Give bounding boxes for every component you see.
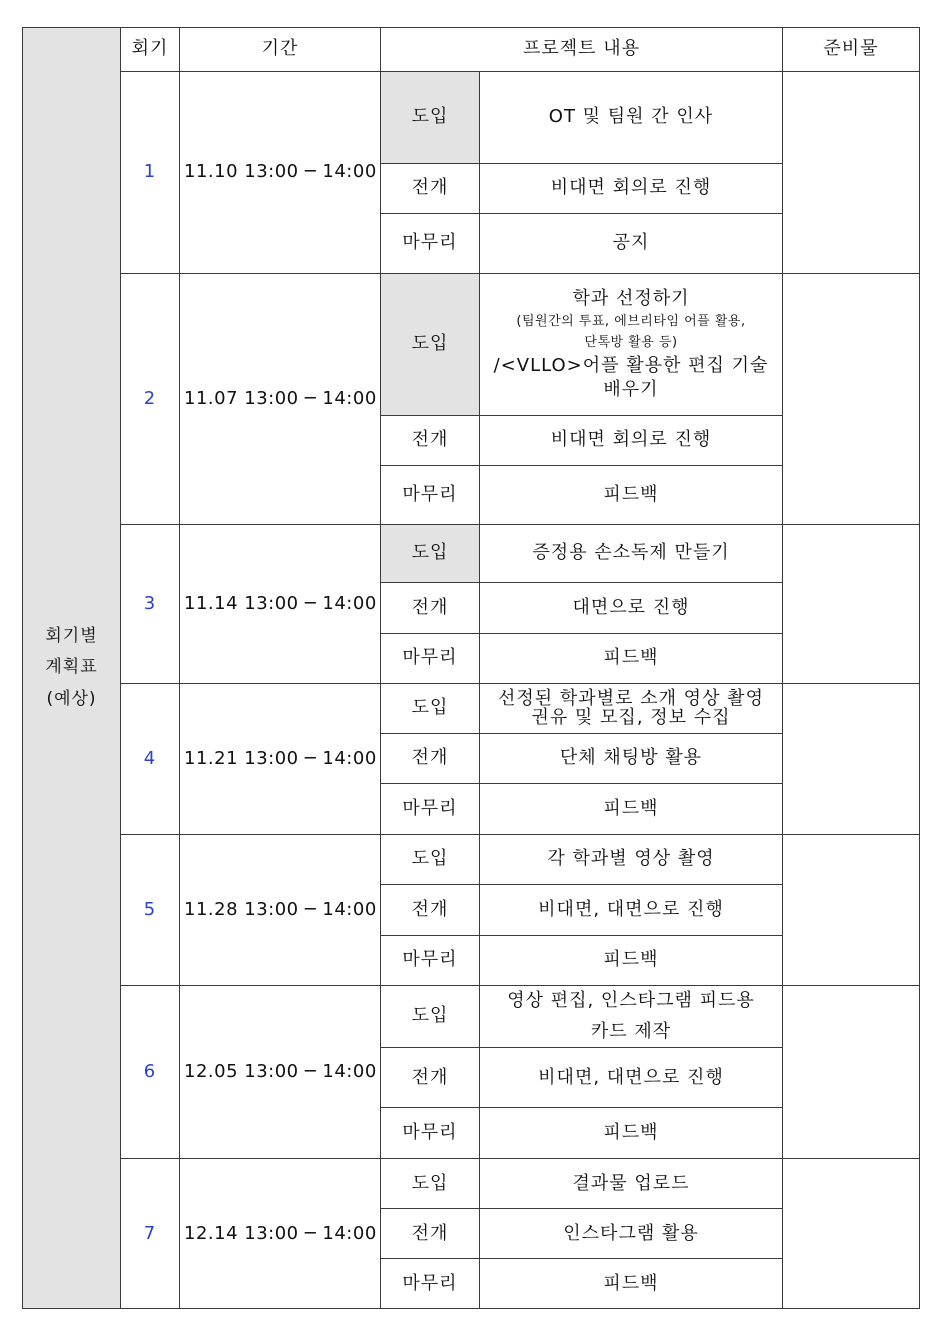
- materials-cell: [783, 835, 920, 986]
- develop-content: 단체 채팅방 활용: [480, 734, 783, 784]
- header-period: 기간: [180, 28, 381, 72]
- intro-content: [480, 986, 783, 1048]
- wrap-content: 피드백: [480, 1108, 783, 1159]
- plan-table: [22, 27, 920, 1309]
- stage-develop: 전개: [381, 885, 480, 936]
- develop-content: 인스타그램 활용: [480, 1209, 783, 1259]
- stage-develop: 전개: [381, 734, 480, 784]
- stage-wrap: 마무리: [381, 466, 480, 525]
- materials-cell: [783, 1159, 920, 1309]
- side-label-cell: [23, 28, 121, 1309]
- round-period: 11.14 13:00 ─ 14:00: [180, 525, 381, 684]
- materials-cell: [783, 986, 920, 1159]
- content-line: /<VLLO>어플 활용한 편집 기술: [493, 354, 769, 376]
- develop-content: 비대면 회의로 진행: [480, 164, 783, 214]
- round-number: 5: [121, 835, 180, 986]
- round-number: 3: [121, 525, 180, 684]
- stage-intro: 도입: [381, 1159, 480, 1209]
- round-period: 12.05 13:00 ─ 14:00: [180, 986, 381, 1159]
- stage-develop: 전개: [381, 416, 480, 466]
- round-number: 4: [121, 684, 180, 835]
- intro-content: [480, 274, 783, 416]
- table-row: [23, 835, 920, 885]
- stage-wrap: 마무리: [381, 214, 480, 274]
- stage-develop: 전개: [381, 164, 480, 214]
- round-period: 11.10 13:00 ─ 14:00: [180, 72, 381, 274]
- intro-content: [480, 72, 783, 164]
- round-number: 7: [121, 1159, 180, 1309]
- wrap-content: 피드백: [480, 1259, 783, 1309]
- stage-intro: 도입: [381, 835, 480, 885]
- materials-cell: [783, 72, 920, 274]
- side-label-line: 회기별: [45, 625, 98, 646]
- content-line: 단톡방 활용 등): [584, 335, 678, 351]
- stage-intro: 도입: [381, 986, 480, 1048]
- side-label-line: (예상): [46, 688, 97, 709]
- content-line: (팀원간의 투표, 에브리타임 어플 활용,: [516, 313, 746, 329]
- table-row: [23, 525, 920, 583]
- content-line: 각 학과별 영상 촬영: [547, 848, 715, 870]
- materials-cell: [783, 684, 920, 835]
- header-content: 프로젝트 내용: [381, 28, 783, 72]
- wrap-content: 피드백: [480, 466, 783, 525]
- round-number: 1: [121, 72, 180, 274]
- header-round: 회기: [121, 28, 180, 72]
- wrap-content: 피드백: [480, 936, 783, 986]
- table-row: [23, 986, 920, 1048]
- wrap-content: 피드백: [480, 784, 783, 835]
- stage-intro: 도입: [381, 525, 480, 583]
- stage-wrap: 마무리: [381, 936, 480, 986]
- content-line: OT 및 팀원 간 인사: [548, 106, 714, 128]
- materials-cell: [783, 525, 920, 684]
- stage-wrap: 마무리: [381, 784, 480, 835]
- side-label-line: 계획표: [45, 657, 98, 678]
- stage-develop: 전개: [381, 583, 480, 634]
- wrap-content: 공지: [480, 214, 783, 274]
- intro-content: [480, 684, 783, 734]
- round-number: 2: [121, 274, 180, 525]
- round-period: 11.28 13:00 ─ 14:00: [180, 835, 381, 986]
- content-line: 권유 및 모집, 정보 수집: [531, 706, 731, 728]
- table-row: [23, 1159, 920, 1209]
- develop-content: 비대면, 대면으로 진행: [480, 885, 783, 936]
- stage-intro: 도입: [381, 684, 480, 734]
- stage-intro: 도입: [381, 274, 480, 416]
- content-line: 배우기: [603, 379, 659, 401]
- content-line: 영상 편집, 인스타그램 피드용: [507, 990, 755, 1011]
- content-line: 카드 제작: [590, 1020, 672, 1042]
- stage-develop: 전개: [381, 1209, 480, 1259]
- stage-develop: 전개: [381, 1048, 480, 1108]
- intro-content: [480, 525, 783, 583]
- round-number: 6: [121, 986, 180, 1159]
- content-line: 결과물 업로드: [572, 1172, 690, 1194]
- wrap-content: 피드백: [480, 634, 783, 684]
- stage-intro: 도입: [381, 72, 480, 164]
- develop-content: 비대면, 대면으로 진행: [480, 1048, 783, 1108]
- content-line: 학과 선정하기: [572, 287, 690, 309]
- round-period: 11.07 13:00 ─ 14:00: [180, 274, 381, 525]
- round-period: 11.21 13:00 ─ 14:00: [180, 684, 381, 835]
- content-line: 증정용 손소독제 만들기: [532, 542, 730, 564]
- intro-content: [480, 1159, 783, 1209]
- materials-cell: [783, 274, 920, 525]
- stage-wrap: 마무리: [381, 634, 480, 684]
- develop-content: 비대면 회의로 진행: [480, 416, 783, 466]
- header-materials: 준비물: [783, 28, 920, 72]
- stage-wrap: 마무리: [381, 1259, 480, 1309]
- intro-content: [480, 835, 783, 885]
- stage-wrap: 마무리: [381, 1108, 480, 1159]
- round-period: 12.14 13:00 ─ 14:00: [180, 1159, 381, 1309]
- develop-content: 대면으로 진행: [480, 583, 783, 634]
- header-row: [23, 28, 920, 72]
- table-row: [23, 274, 920, 416]
- table-row: [23, 684, 920, 734]
- content-line: 선정된 학과별로 소개 영상 촬영: [498, 687, 764, 709]
- table-row: [23, 72, 920, 164]
